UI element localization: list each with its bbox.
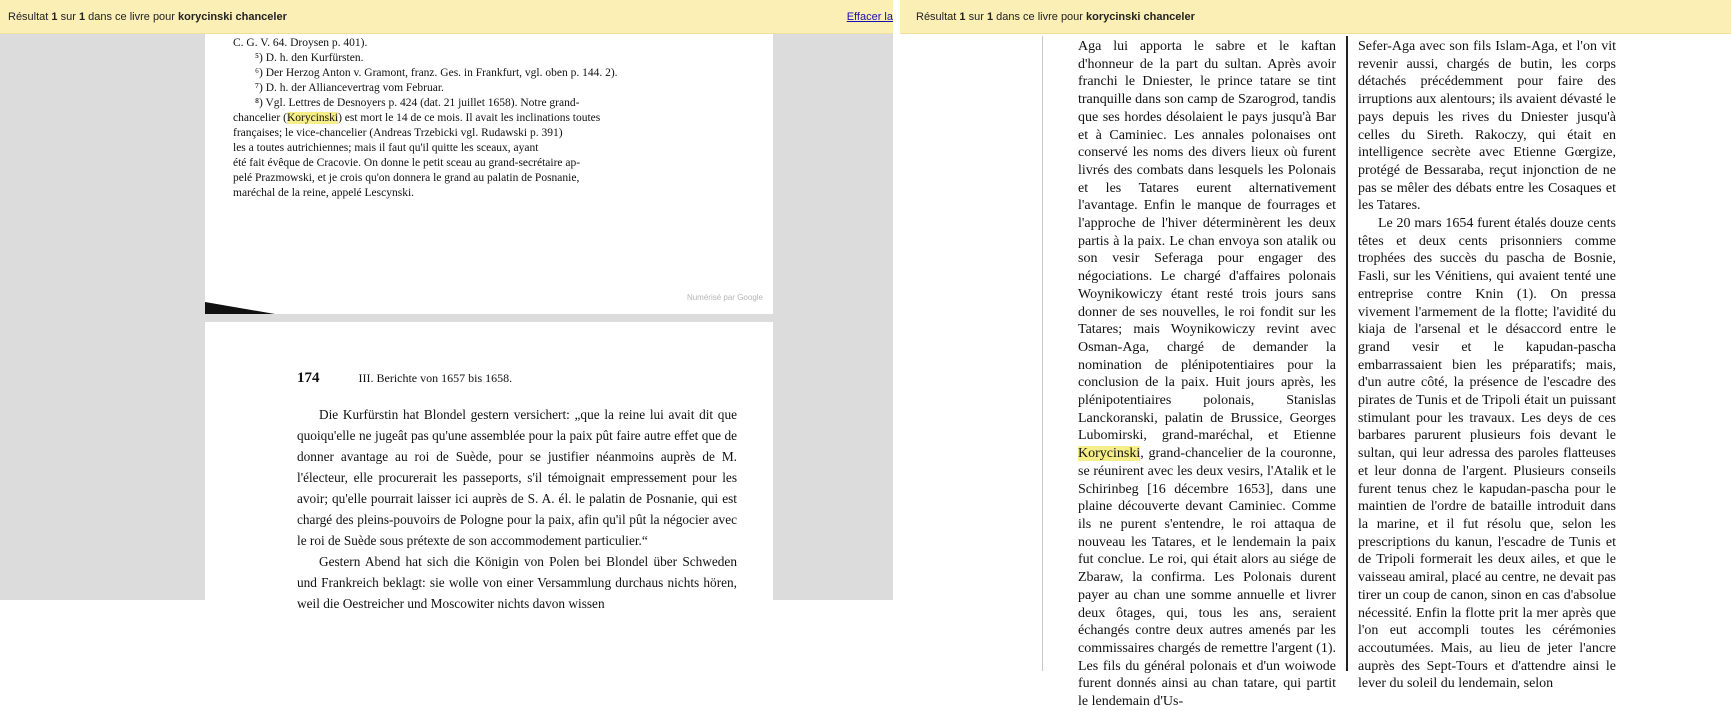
text-segment: Aga lui apporta le sabre et le kaftan d'honneur de la part du sultan. Après avoir franchi le Dniester, le prince tatare se tint tranquille dans son camp de Szarogrod, tandis que ses hordes désolaient le pays jusqu'à Bar et à Caminiec. Les annales polonaises ont conservé les noms des divers lieux où furent livrés des combats dans lesquels les Polonais et les Tatares eurent alternativement l'avantage. Enfin le manque de fourrages et l'approche de l'hiver déterminèrent les deux partis à la paix. Le chan envoya son atalik ou son vesir Seferaga pour engager des négociations. Le chargé d'affaires polonais Woynikowiczy étant resté trois jours sans donner de ses nouvelles, le roi fondit sur les Tatares; mais Woynikowiczy revint avec Osman-Aga, chargé de demander la nomination de plénipotentiaires pour la conclusion de la paix. Huit jours après, les plénipotentiaires polonais, Stanislas Lanckoranski, palatin de Brussice, Georges Lubomirski, grand-maréchal, et Etienne: [1078, 39, 1336, 444]
search-highlight: Korycinski: [286, 112, 339, 124]
results-total: 1: [78, 11, 86, 23]
cut-line: C. G. V. 64. Droysen p. 401).: [233, 37, 368, 49]
results-current: 1: [51, 11, 58, 23]
column-divider: [1346, 36, 1348, 671]
results-total: 1: [986, 11, 994, 23]
footnote-7: ⁷) D. h. der Alliancevertrag vom Februar.: [255, 82, 444, 94]
paragraph: Le 20 mars 1654 furent étalés douze cents têtes et deux cents prisonniers comme trophées des succès du pascha de Bosnie, Fasli, sur les Vénitiens, qui avaient tenté une entreprise contre Knin (1). On pressa vivement l'armement de la flotte; l'avidité du kiaja de l'arsenal et le désaccord entre le grand vesir et le kapudan-pascha embarrassaient bien les préparatifs; mais, d'un autre côté, la présence de l'escadre des pirates de Tunis et de Tripoli était un puissant stimulant pour les travaux. Les deys de ces barbares parurent plusieurs fois devant le sultan, qui leur adressa des paroles flatteuses et leur donna de l'argent. Plusieurs conseils furent tenus chez le kapudan-pascha pour le maintien de l'ordre de bataille introduit dans la marine, et il fut résolu que, selon les prescriptions du kanun, l'escadre de Tunis et de Tripoli formerait les deux ailes, et que le vaisseau amiral, placé au centre, ne devait pas tirer un coup de canon, sinon en cas d'absolue nécessité. Enfin la flotte prit la mer après que l'on eut accompli toutes les cérémonies accoutumées. Mais, au lieu de jeter l'ancre auprès des Sept-Tours et d'attendre ainsi le lever du soleil du lendemain, selon: [1358, 216, 1616, 692]
search-results-bar: [0, 0, 893, 34]
footnote-8-line: maréchal de la reine, appelé Lescynski.: [233, 187, 415, 199]
scan-edge: [1042, 36, 1043, 671]
text-segment: , grand-chancelier de la couronne, se réunirent avec les deux vesirs, l'Atalik et le Schirinbeg [16 décembre 1653], dans une plaine découverte devant Caminiec. Comme ils ne purent s'entendre, le roi attaqua de nouveau les Tatares, et le lendemain la paix fut conclue. Le roi, qui était alors au siége de Zbaraw, la confirma. Les Polonais durent payer au chan une somme annuelle et livrer deux ôtages, qui, tous les ans, seraient échangés contre deux autres amenés par les commissaires chargés de remettre l'argent (1). Les fils du général polonais et d'un woiwode furent donnés ainsi au chan tatare, qui partit le lendemain d'Us-: [1078, 446, 1336, 710]
page-body: [297, 404, 737, 614]
page-number: 174: [297, 370, 320, 386]
text-segment: chancelier (: [233, 112, 287, 124]
results-in-book: dans ce livre pour: [85, 11, 179, 23]
page-fold-shadow: [205, 300, 275, 314]
footnote-8-line: françaises; le vice-chancelier (Andreas Trzebicki vgl. Rudawski p. 391): [233, 127, 563, 139]
results-prefix: Résultat: [8, 11, 52, 23]
footnote-8-line: pelé Prazmowski, et je crois qu'on donnera le grand au palatin de Posnanie,: [233, 172, 580, 184]
page-174: [205, 322, 773, 611]
google-watermark: Numérisé par Google: [686, 293, 763, 302]
search-results-bar: [900, 0, 1731, 34]
footnotes: [233, 36, 753, 201]
page-header: [297, 370, 737, 387]
text-segment: ) est mort le 14 de ce mois. Il avait les inclinations toutes: [338, 112, 601, 124]
clear-search-link[interactable]: Effacer la: [846, 11, 893, 23]
results-in-book: dans ce livre pour: [993, 11, 1087, 23]
search-highlight: Korycinski: [1078, 446, 1141, 462]
footnote-8-line: les a toutes autrichiennes; mais il faut qu'il quitte les sceaux, ayant: [233, 142, 539, 154]
left-book-viewer[interactable]: [0, 0, 893, 671]
text-column-right: [1358, 38, 1616, 693]
footnote-5: ⁵) D. h. den Kurfürsten.: [255, 52, 364, 64]
search-query: korycinski chanceler: [1086, 11, 1195, 23]
footnote-8-line: été fait évêque de Cracovie. On donne le petit sceau au grand-secrétaire ap-: [233, 157, 581, 169]
paragraph: Sefer-Aga avec son fils Islam-Aga, et l'on vit revenir aussi, chargés de butin, les corps détachés précédemment pour faire des irruptions aux alentours; ils avaient dévasté le pays depuis les rives du Dniester jusqu'à celles du Sireth. Rakoczy, qui était en intelligence secrète avec Etienne Gœrgize, protégé de Bessaraba, reçut injonction de ne pas se mêler des débats entre les Cosaques et les Tatares.: [1358, 39, 1616, 214]
text-column-left: [1078, 38, 1336, 711]
paragraph: Die Kurfürstin hat Blondel gestern versichert: „que la reine lui avait dit que quoiqu'elle ne jugeât pas qu'une assemblée pour la paix pût faire autre effet que de donner avantage au roi de Suède, pour se justifier néanmoins auprès de M. l'électeur, elle procurerait les passeports, s'il témoignait empressement pour les avoir; qu'elle pourrait laisser ici auprès de S. A. él. le palatin de Posnanie, qui est chargé des pleins-pouvoirs de Pologne pour la paix, afin qu'il pût la négocier avec le roi de Suède sous prétexte de son accommodement particulier.“: [297, 407, 737, 548]
results-middle: sur: [965, 11, 987, 23]
results-middle: sur: [57, 11, 79, 23]
right-book-viewer[interactable]: [900, 0, 1731, 710]
search-query: korycinski chanceler: [178, 11, 287, 23]
paragraph: [1078, 38, 1336, 711]
running-head: III. Berichte von 1657 bis 1658.: [358, 371, 513, 385]
footnote-8-line-2: [233, 111, 753, 126]
paragraph: Gestern Abend hat sich die Königin von Polen bei Blondel über Schweden und Frankreich beklagt: sie wolle von einer Versammlung durchaus nichts hören, weil die Oestreicher und Moscowiter nichts davon wissen: [297, 554, 737, 611]
footnote-6: ⁶) Der Herzog Anton v. Gramont, franz. Ges. in Frankfurt, vgl. oben p. 144. 2).: [255, 67, 618, 79]
results-prefix: Résultat: [916, 11, 960, 23]
footnote-8: ⁸) Vgl. Lettres de Desnoyers p. 424 (dat. 21 juillet 1658). Notre grand-: [255, 97, 580, 109]
page-fragment-top: [205, 34, 773, 314]
results-current: 1: [959, 11, 966, 23]
